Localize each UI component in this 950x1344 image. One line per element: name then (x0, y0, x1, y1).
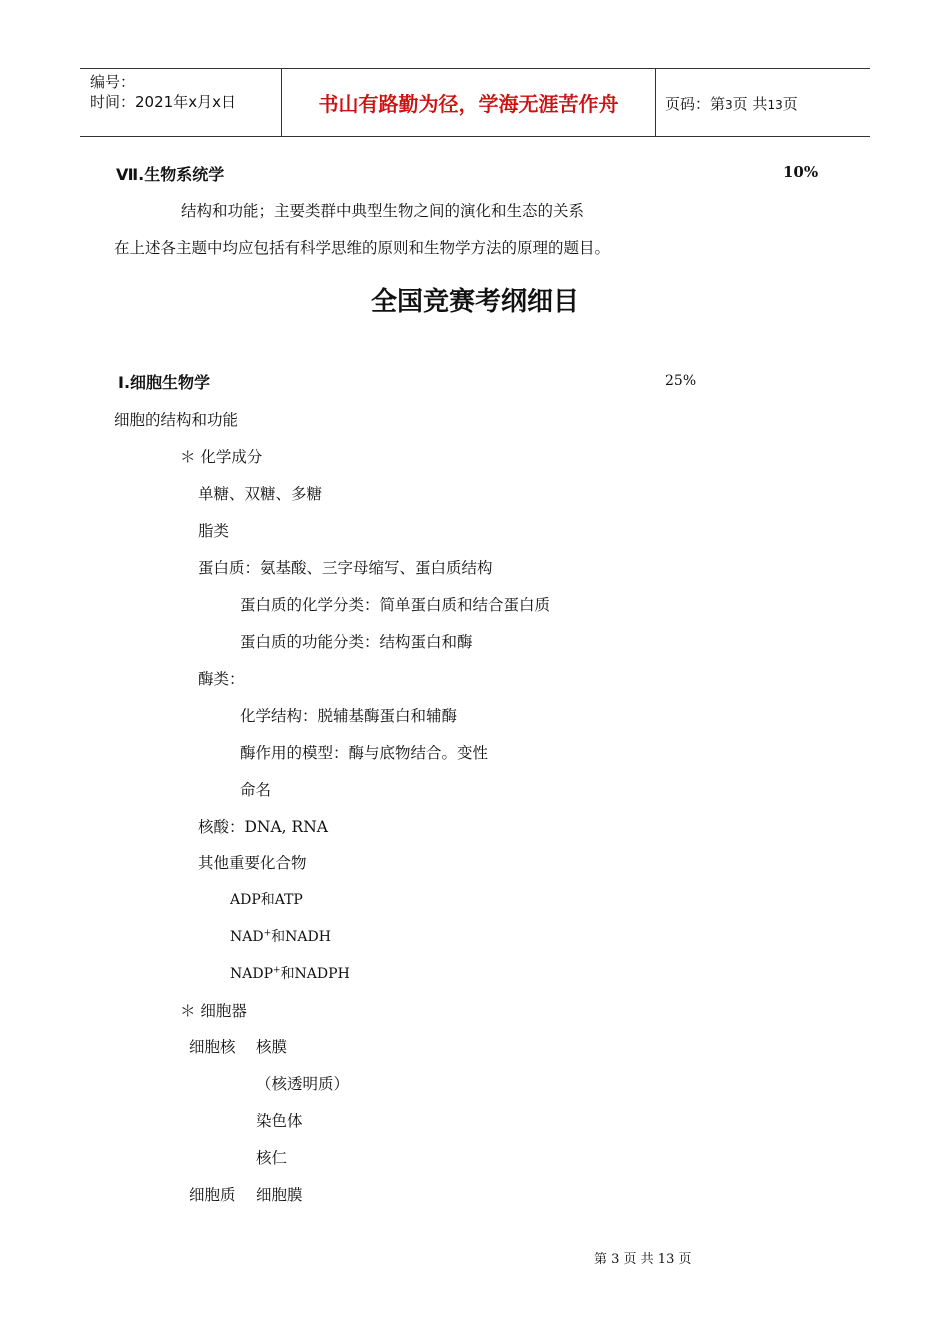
lipids: 脂类 (198, 522, 230, 540)
nuclear-membrane: 核膜 (256, 1038, 288, 1056)
page-total: 13 (767, 98, 783, 112)
nad: NAD (230, 929, 264, 945)
page-end: 页 (782, 95, 798, 113)
enzymes: 酶类： (198, 670, 245, 688)
date-value: 2021年x月x日 (135, 93, 236, 111)
page-number: 3 (725, 98, 733, 112)
number-label: 编号： (90, 73, 136, 91)
other-compounds: 其他重要化合物 (198, 854, 307, 872)
section7-line2: 在上述各主题中均应包括有科学思维的原则和生物学方法的原理的题目。 (114, 239, 611, 257)
nadph: 和NADPH (280, 966, 350, 982)
date-label: 时间： (90, 93, 136, 111)
page-mid: 页 共 (732, 95, 768, 113)
protein-chem: 蛋白质的化学分类：简单蛋白质和结合蛋白质 (240, 596, 551, 614)
nucleolus: 核仁 (256, 1149, 288, 1167)
nadh: 和NADH (271, 929, 331, 945)
doc-title: 全国竞赛考纲细目 (370, 287, 579, 317)
nucleic: 核酸：DNA, RNA (198, 818, 328, 836)
protein: 蛋白质：氨基酸、三字母缩写、蛋白质结构 (198, 559, 493, 577)
nucleus: 细胞核 (189, 1038, 236, 1056)
nadp: NADP (230, 966, 274, 982)
section7-percent: 10% (783, 163, 819, 181)
adp-atp: ADP和ATP (230, 892, 303, 908)
plus-sign: + (273, 965, 281, 976)
section7-line1: 结构和功能；主要类群中典型生物之间的演化和生态的关系 (181, 202, 585, 220)
chem-heading: ＊ 化学成分 (180, 448, 263, 466)
enzyme-model: 酶作用的模型：酶与底物结合。变性 (240, 744, 489, 762)
chromosome: 染色体 (256, 1112, 303, 1130)
section7-title: Ⅶ.生物系统学 (116, 165, 225, 184)
cell-membrane: 细胞膜 (256, 1186, 303, 1204)
sugars: 单糖、双糖、多糖 (198, 485, 323, 503)
section1-percent: 25% (665, 373, 697, 389)
page-footer: 第 3 页 共 13 页 (594, 1252, 692, 1267)
header-table (80, 68, 870, 137)
nucleoplasm: （核透明质） (256, 1075, 350, 1093)
plus-sign: + (263, 928, 272, 939)
cytoplasm: 细胞质 (189, 1186, 236, 1204)
enzyme-struct: 化学结构：脱辅基酶蛋白和辅酶 (240, 707, 458, 725)
page-info (665, 93, 798, 114)
section1-title: Ⅰ.细胞生物学 (118, 373, 211, 392)
page-label: 页码：第 (665, 95, 726, 113)
section1-subtitle: 细胞的结构和功能 (114, 411, 239, 429)
nadp-nadph (230, 963, 350, 983)
enzyme-name: 命名 (240, 781, 272, 799)
organelle-heading: ＊ 细胞器 (180, 1002, 247, 1020)
motto: 书山有路勤为径，学海无涯苦作舟 (318, 92, 619, 116)
protein-func: 蛋白质的功能分类：结构蛋白和酶 (240, 633, 473, 651)
header-left-cell (90, 72, 236, 112)
header-divider (655, 69, 656, 136)
date-line (90, 92, 236, 112)
nad-nadh (230, 926, 331, 946)
